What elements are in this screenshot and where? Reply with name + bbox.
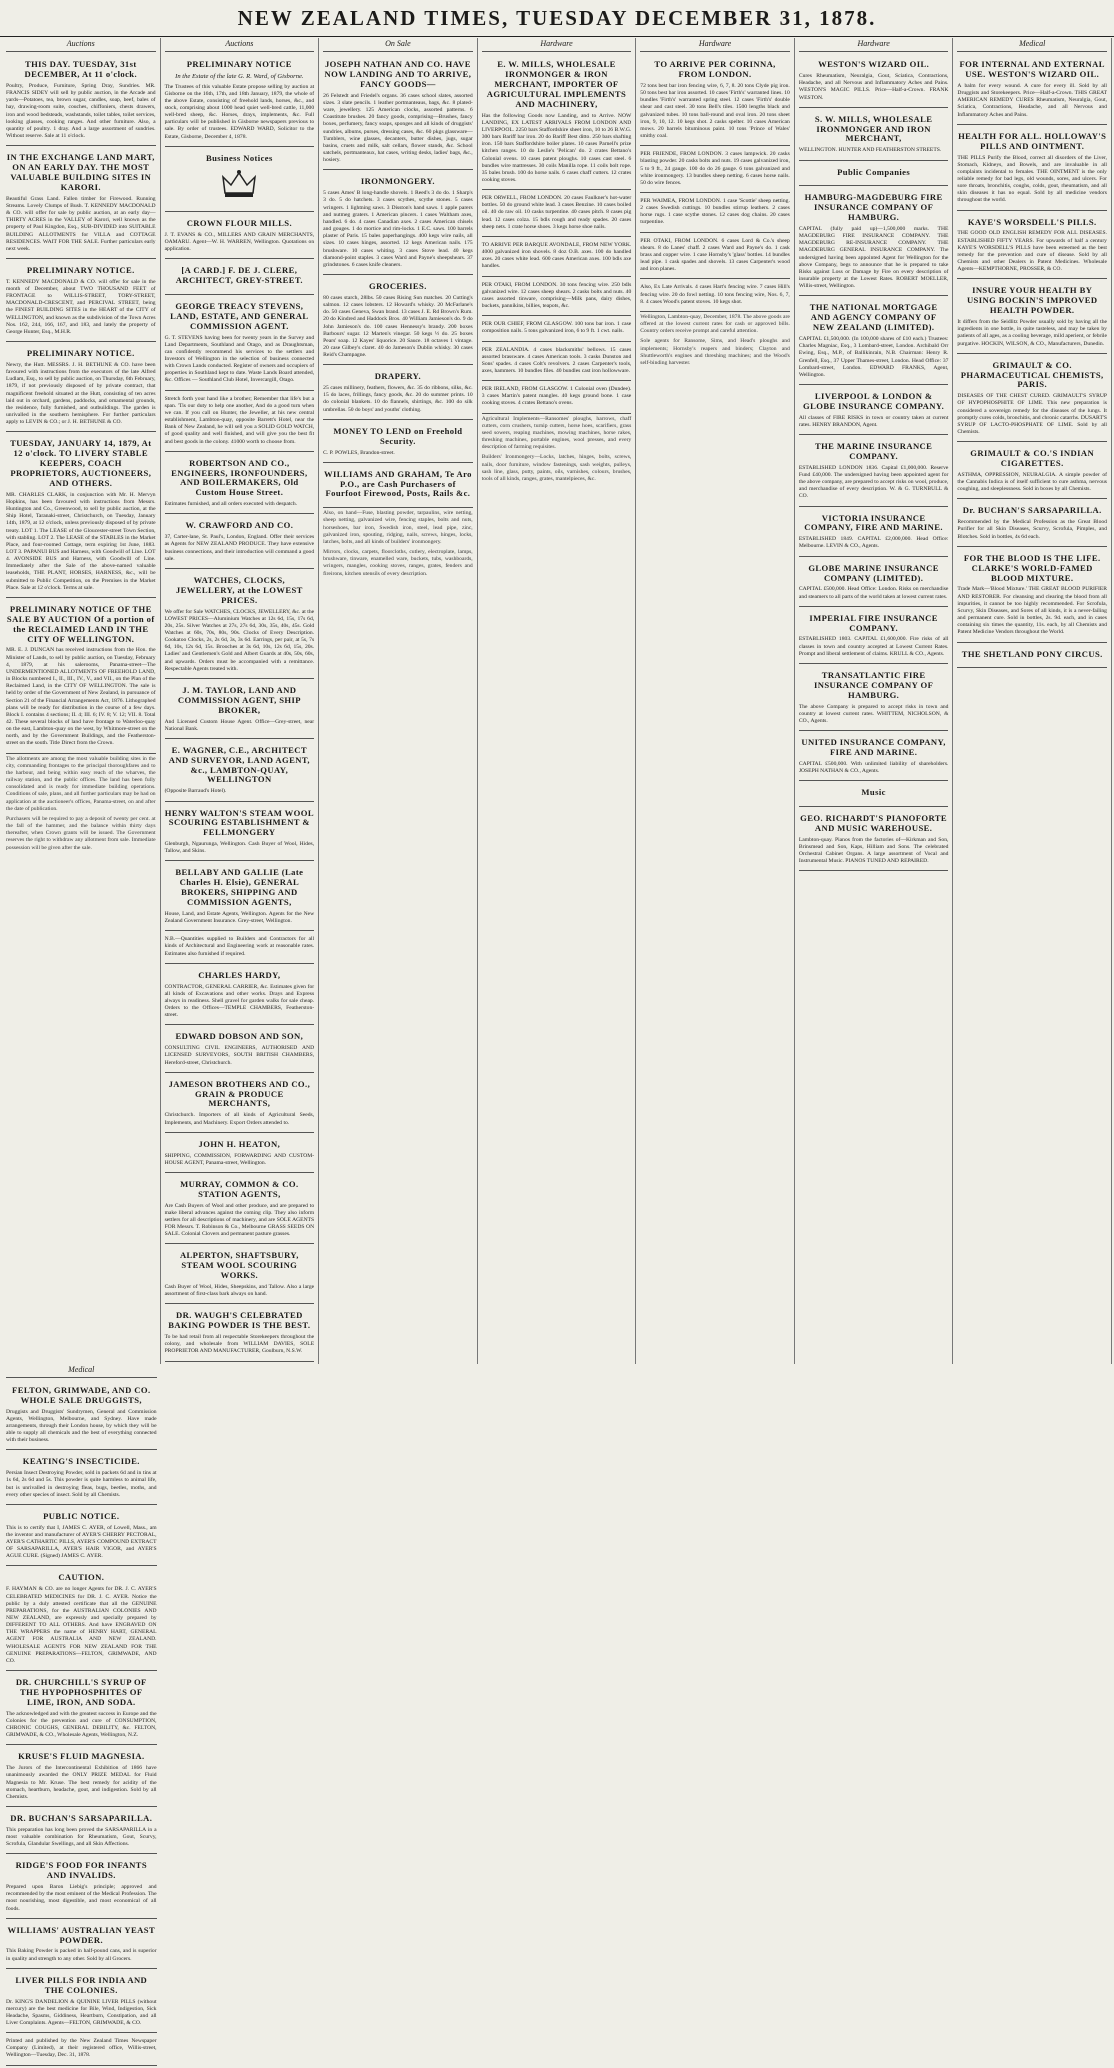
- ad-body: 72 tons best bar iron fencing wire, 6, 7, 8. 20 tons Clyde pig iron. 50 tons best bar iron assorted. 10 cases 'Firth's' warranted lines. 10 bundles 'Firth's' warranted spring steel. 12 cases 'Firth's' double shear and cast steel. 30 tons Bell's tiles. 1500 lengths black and galvanized tubes. 10 tons ball-round and oval iron. 20 tons sheet iron, 9, 10, 12. 10 kegs shot. 2 casks spelter. 10 cases American mows. 20 barrels bituminous paint. 10 tons 'Prince of Wales' smithy coal.: [640, 82, 790, 140]
- column-6: [795, 38, 954, 1364]
- ad-title: PUBLIC NOTICE.: [43, 1510, 120, 1521]
- ad-title: LIVER PILLS FOR INDIA AND THE COLONIES.: [15, 1974, 148, 1995]
- ad-title: GRIMAULT & CO.'S INDIAN CIGARETTES.: [970, 448, 1095, 469]
- advertisement: [165, 516, 315, 569]
- ad-title: HEALTH FOR ALL. HOLLOWAY'S PILLS AND OINTMENT.: [958, 130, 1107, 151]
- ad-body: Lambton-quay. Pianos from the factories of—Kirkman and Son, Brinsmead and Son, Kaps, Hilliam and Sons. The celebrated Orchestral Cabinet Organs. A large assortment of Vocal and Instrumental Music. PIANOS TUNED AND REPAIRED.: [798, 836, 949, 865]
- advertisement: [165, 1175, 315, 1245]
- ad-body: MR. E. J. DUNCAN has received instructions from the Hon. the Minister of Lands, to sell by public auction, on Tuesday, February 4, 1879, at his salerooms, Panama-street—The UNDERMENTIONED ALLOTMENTS OF FREEHOLD LAND, in Blocks numbered I., II., III., IV., V., and VII., on the Plan of the Reclaimed Land, in the CITY OF WELLINGTON. The sale is held by order of the Government of New Zealand, in pursuance of Section 21 of the Financial Arrangements Act, 1876. Lithographed plans will be ready for distribution in the course of a few days. Block I. contains 4 sections; II. 4; III. 6; IV. 8; V. 12; VII. 8. Total 42. These several blocks of land have frontage to Waterloo-quay on the east, Lambton-quay on the west, by Whitmore-street on the north, and by the Government Buildings, and the Featherston-street on the south. Title Direct from the Crown.: [6, 647, 156, 747]
- column-8: [2, 1364, 161, 2068]
- advertisement: [165, 1306, 315, 1361]
- advertisement: [957, 501, 1107, 546]
- ad-title: S. W. MILLS, WHOLESALE IRONMONGER AND IRON MERCHANT,: [814, 113, 933, 144]
- column-5: [636, 38, 795, 1364]
- ad-body: Christchurch. Importers of all kinds of Agricultural Seeds, Implements, and Machinery. Export Orders attended to.: [164, 1112, 315, 1126]
- column-4: [478, 38, 637, 1364]
- ad-title: GEO. RICHARDT'S PIANOFORTE AND MUSIC WAREHOUSE.: [800, 812, 948, 833]
- column-header: Hardware: [799, 38, 949, 52]
- advertisement: [799, 55, 949, 108]
- advertisement: [799, 437, 949, 507]
- advertisement: [323, 367, 473, 420]
- ad-title: HAMBURG-MAGDEBURG FIRE INSURANCE COMPANY OF HAMBURG.: [804, 192, 943, 223]
- ad-subtitle: In the Estate of the late G. R. Ward, of Gisborne.: [175, 73, 304, 81]
- column-header: Auctions: [6, 38, 156, 52]
- column-header: Hardware: [640, 38, 790, 52]
- advertisement: [799, 298, 949, 385]
- ad-body: This Baking Powder is packed in half-pound cans, and is superior in quality and strength to any other. Sold by all Grocers.: [6, 1948, 157, 1962]
- ad-title: IRONMONGERY.: [360, 176, 435, 187]
- paragraph: Also, on hand—Fuse, blasting powder, tarpaulins, wire netting, sheep netting, galvanized wire, fencing staples, bolts and nuts, horseshoes, bar iron, Swedish iron, steel, lead pipe, zinc, galvanized iron, spouting, ridging, nails, screws, hinges, locks, latches, bolts, and all kinds of builders' ironmongery.: [323, 510, 473, 545]
- advertisement: [799, 163, 949, 187]
- ad-title: PRELIMINARY NOTICE.: [26, 348, 135, 359]
- ad-body: 26 Felstedt and Friedel's organs. 36 cases school slates, assorted sizes. 3 slate pencils. 1 leather portmanteaus, bags, &c. 8 plated-ware, jewellery. 125 American clocks, assorted patterns. 6 Coastitute brushes. 20 fancy goods, comprising—Brushes, fancy boxes, perfumery, fancy soaps, sponges and all kinds of druggists' sundries, albums, purses, dressing cases, &c. 60 pkgs glassware—Tumblers, wine glasses, decanters, butter dishes, jugs, sugar basins, cruets and milk, salt cellars, flower stands, &c. School satchels, portmanteaux, hat cases, writing desks, ladies' bags, &c., hosiery.: [323, 92, 473, 164]
- ad-body: F. HAYMAN & CO. are no longer Agents for DR. J. C. AYER'S CELEBRATED MEDICINES for DR. J. C. AYER. Notice the public by a duly attested certificate that all the GENUINE PREPARATIONS, for the AUSTRALIAN COLONIES AND NEW ZEALAND, are expressly and specially prepared by DIFFERENT TO ALL OTHERS. And have ENGRAVED ON THE WRAPPERS the name of HENRY HART, GENERAL AGENT FOR AUSTRALIA AND NEW ZEALAND. WHOLESALE AGENTS FOR NEW ZEALAND FOR THE GENUINE PREPARATIONS—FELTON, GRIMWADE, AND CO.: [6, 1586, 157, 1664]
- ad-title: JAMESON BROTHERS AND CO., GRAIN & PRODUCE MERCHANTS,: [168, 1078, 311, 1109]
- ad-body: The Jurors of the Intercontinental Exhibition of 1866 have unanimously awarded the ONLY PRIZE MEDAL for Fluid Magnesia to Mr. Kruse. The best remedy for acidity of the stomach, heartburn, headache, gout, and indigestion. Sold by all Chemists.: [6, 1765, 157, 1800]
- advertisement: [957, 281, 1107, 353]
- ad-title: FOR INTERNAL AND EXTERNAL USE. WESTON'S WIZARD OIL.: [959, 59, 1105, 80]
- ad-body: ASTHMA, OPPRESSION, NEURALGIA. A simple powder of the Cannabis Indica is of itself sufficient to cure asthma, nervous coughing, and sleeplessness. Sold in boxes by all Chemists.: [957, 471, 1107, 493]
- ad-title: FELTON, GRIMWADE, AND CO. WHOLE SALE DRUGGISTS,: [12, 1384, 151, 1405]
- crown-crest-icon: [165, 167, 315, 204]
- ad-title: PRELIMINARY NOTICE: [186, 59, 292, 70]
- ad-body: CONTRACTOR, GENERAL CARRIER, &c. Estimates given for all kinds of Excavations and other works. Drays and Express always in readiness. Shell gravel for garden walks for sale cheap. Orders to the Offices—TEMPLE CHAMBERS, Featherston-street.: [164, 983, 315, 1019]
- ad-title: DR. WAUGH'S CELEBRATED BAKING POWDER IS THE BEST.: [168, 1310, 311, 1331]
- ad-body: T. KENNEDY MACDONALD & CO. will offer for sale in the month of December, about TWO THOUSAND FEET of FRONTAGE to WILLIS-STREET, TORY-STREET, MACDONALD-CRESCENT, and PERCIVAL STREET, being the FINEST BUILDING SITES in the HEART of the CITY of WELLINGTON, and known as the subdivision of the Town Acres Nos. 162, 244, 166, 167, and 183, and lately the property of George Hunter, Esq., M.H.R.: [6, 278, 156, 335]
- advertisement: [165, 804, 315, 862]
- ad-body: 5 cases Ames' B long-handle shovels. 1 Reed's 3 do do. 1 Sharp's 3 do. 5 do hatchets. 3 cases scythes, scythe stones. 5 cases wringers. 1 lightning saws. 3 Disston's hand saws. 1 apple parers and nutmeg graters. 1 American pincers. 1 cases Waltham axes, handled. 6 do. 4 cases Canadian axes. 2 cases American chisels and gouges. 1 do mortice and rim-locks. 1 E.C. saws. 100 barrels plaster of Paris. 15 bales paperhangings. 400 kegs wire nails, all sizes. 10 cases hinges, assorted. 12 kegs American nails. 175 brushware. 10 cases whiting. 3 cases Stove lead. 40 kegs diamond-point staples. 3 cases Ward and Payne's sheepshears. 37 grindstones. 6 cases knife cleaners.: [323, 190, 473, 268]
- ad-body: 37, Carter-lane, St. Paul's, London, England. Offer their services as Agents for NEW ZEALAND PRODUCE. They have extensive business connections, and their introduction will command a good sale.: [164, 534, 315, 562]
- advertisement: [957, 444, 1107, 499]
- ad-title: BELLABY AND GALLIE (Late Charles H. Elsie), GENERAL BROKERS, SHIPPING AND COMMISSION AGENTS,: [175, 867, 304, 908]
- advertisement: [6, 1809, 157, 1854]
- advertisement: [799, 609, 949, 664]
- advertisement: [482, 344, 632, 382]
- advertisement: [957, 645, 1107, 669]
- ad-title: HENRY WALTON'S STEAM WOOL SCOURING ESTABLISHMENT & FELLMONGERY: [164, 807, 314, 838]
- advertisement: [165, 863, 315, 931]
- ad-title: KAYE'S WORSDELL'S PILLS.: [967, 216, 1097, 227]
- ad-body: The Trustees of this valuable Estate propose selling by auction at Gisborne on the 16th, 17th, and 18th January, 1879, the whole of the above Estate, consisting of freehold lands, horses, &c., and stock, comprising about 1000 head quiet well-bred cattle, 11,000 well-bred sheep, &c. Horses, drays, implements, &c. Full particulars will be published in Gisborne newspapers previous to sale. By order of trustees. EDWARD WARD, Solicitor to the Estate, Gisborne, December 4, 1878.: [164, 83, 315, 140]
- ad-body: Beautiful Grass Land. Fallen timber for Firewood. Running Streams. Lovely Clumps of Bush. T. KENNEDY MACDONALD & CO. will offer for sale by public auction, at an early day—THIRTY ACRES in the VALLEY of Karori, well known as the property of Paul Kingdon, Esq., SUB-DIVIDED into SUITABLE BUILDING ALLOTMENTS for VILLA and COTTAGE RESIDENCES. WAIT FOR THE SALE. Further particulars early next week.: [6, 195, 156, 252]
- column-2: [161, 38, 320, 1364]
- advertisement: [6, 1971, 157, 2033]
- ad-body: Also, Ex Late Arrivals. 4 cases Hart's fencing wire. 7 cases Hill's fencing wire. 20 do fowl netting. 10 tons fencing wire, Nos. 6, 7, 8. 4 cases Wood's patent stoves. 10 kegs shot.: [640, 284, 790, 305]
- ad-title: GRIMAULT & CO. PHARMACEUTICAL CHEMISTS, PARIS.: [960, 359, 1104, 390]
- advertisement: [799, 509, 949, 557]
- ad-title: DR. BUCHAN'S SARSAPARILLA.: [10, 1812, 153, 1823]
- advertisement: [799, 387, 949, 435]
- advertisement: [165, 966, 315, 1026]
- advertisement: [165, 741, 315, 802]
- ad-title: [A CARD.] F. DE J. CLERE, ARCHITECT, GREY-STREET.: [175, 265, 303, 286]
- ad-title: CROWN FLOUR MILLS.: [186, 217, 293, 228]
- advertisement: [799, 188, 949, 296]
- masthead: [0, 0, 1114, 37]
- ad-body: WELLINGTON. HUNTER AND FEATHERSTON STREETS.: [798, 147, 942, 154]
- ad-title: PRELIMINARY NOTICE.: [26, 264, 135, 275]
- ad-body: ESTABLISHED 1803. CAPITAL £1,600,000. Fire risks of all classes in town and country accepted at Lowest Current Rates. Prompt and liberal settlement of claims. KRULL & CO., Agents.: [798, 636, 949, 657]
- ad-body: PER FRIENDE, FROM LONDON. 3 cases lampwick. 20 casks blasting powder. 20 casks bolts and nuts. 19 cases galvanized iron, 5 to 9 ft., 24 gauge. 100 do do 26 gauge. 6 tons galvanized and white ironmongery. 13 bundles sheep netting. 6 cases horse nails. 50 do wire fences.: [640, 151, 790, 186]
- ad-title: TUESDAY, JANUARY 14, 1879, At 12 o'clock. TO LIVERY STABLE KEEPERS, COACH PROPRIETORS, AUCTIONEERS, AND OTHERS.: [10, 438, 152, 488]
- ad-title: IN THE EXCHANGE LAND MART, ON AN EARLY DAY. THE MOST VALUABLE BUILDING SITES IN KARORI.: [6, 152, 155, 192]
- ad-body: THE GOOD OLD ENGLISH REMEDY FOR ALL DISEASES. ESTABLISHED FIFTY YEARS. For upwards of half a century KAYE'S WORSDELL'S PILLS have been esteemed as the best remedy for the prevention and cure of disease. Sold by all Chemists and other Dealers in Patent Medicines. Wholesale Agents—KEMPTHORNE, PROSSER, & CO.: [957, 230, 1107, 273]
- ad-body: CAPITAL £500,000. Head Office: London. Risks on merchandise and steamers to all parts of the world taken at lowest current rates.: [798, 586, 949, 600]
- advertisement: [6, 1856, 157, 1918]
- paragraph: Mirrors, clocks, carpets, floorcloths, cutlery, electroplate, lamps, brushware, tinware, enamelled ware, buckets, tubs, washboards, wringers, mangles, cooking stoves, ranges, grates, fenders and fireirons, kitchen utensils of every description.: [323, 549, 473, 577]
- advertisement: [165, 454, 315, 515]
- advertisement: [6, 1673, 157, 1745]
- ad-title: Dr. BUCHAN'S SARSAPARILLA.: [962, 505, 1102, 516]
- ad-body: N.B.—Quantities supplied to Builders and Contractors for all kinds of Architectural and Engineering work at reasonable rates. Estimates also furnished if required.: [164, 936, 315, 957]
- paragraph: The allotments are among the most valuable building sites in the city, commanding frontages to the principal thoroughfares and to the harbour, and being within easy reach of the wharves, the railway station, and the public offices. The land has been fully consolidated and is ready for immediate building operations. Conditions of sale, plans, and all further particulars may be had on application at the auctioneer's offices, Panama-street, on and after the date of publication.: [6, 755, 156, 812]
- column-text: [6, 756, 156, 852]
- column-header: Auctions: [165, 38, 315, 52]
- advertisement: [640, 195, 790, 233]
- ad-title: DR. CHURCHILL'S SYRUP OF THE HYPOPHOSPHITES OF LIME, IRON, AND SODA.: [15, 1677, 147, 1707]
- advertisement: [165, 1027, 315, 1072]
- ad-body: PER ZEALANDIA. 4 cases blacksmiths' bellows. 15 cases assorted brassware. 4 cases American tools. 3 casks Dunston and Sons' spades. 4 cases Colt's revolvers. 2 cases Carpenter's tools, axes, hammers. 10 bundles files. 40 bundles cast iron hollowware.: [481, 346, 632, 374]
- advertisement: [799, 110, 949, 161]
- ad-body: PER OTAKI, FROM LONDON. 30 tons fencing wire. 250 bdls galvanized wire. 12 cases sheep shears. 2 casks bolts and nuts. 40 cases assorted tinware, comprising—Milk pans, dairy dishes, buckets, pannikins, billies, teapots, &c.: [481, 281, 632, 310]
- ad-body: J. T. EVANS & CO., MILLERS AND GRAIN MERCHANTS, OAMARU. Agent—W. H. WARREN, Wellington. Quotations on application.: [164, 231, 315, 253]
- ad-title: TRANSATLANTIC FIRE INSURANCE COMPANY OF HAMBURG.: [814, 669, 934, 700]
- ad-body: Prepared upon Baron Liebig's principle; approved and recommended by the most eminent of the Medical Profession. The most nourishing, most digestible, and most economical of all foods.: [6, 1884, 157, 1912]
- ad-title: JOHN H. HEATON,: [198, 1138, 281, 1149]
- advertisement: [6, 55, 156, 146]
- ad-title: THE SHETLAND PONY CIRCUS.: [961, 648, 1103, 659]
- ad-body: Printed and published by the New Zealand Times Newspaper Company (Limited), at their registered office, Willis-street, Wellington—Tuesday, Dec. 31, 1878.: [6, 2038, 157, 2059]
- ad-body: The above Company is prepared to accept risks in town and country at lowest current rates. WHITTEM, NICHOLSON, & CO., Agents.: [798, 703, 949, 724]
- ad-body: CAPITAL £500,000. With unlimited liability of shareholders. JOSEPH NATHAN & CO., Agents.: [798, 760, 949, 774]
- advertisement: [957, 127, 1107, 211]
- ad-title: ALPERTON, SHAFTSBURY, STEAM WOOL SCOURING WORKS.: [179, 1250, 299, 1281]
- ad-title: EDWARD DOBSON AND SON,: [175, 1031, 304, 1042]
- page-title: NEW ZEALAND TIMES, TUESDAY DECEMBER 31, 1878.: [237, 5, 877, 30]
- ad-body: THE PILLS Purify the Blood, correct all disorders of the Liver, Stomach, Kidneys, and Bowels, and are invaluable in all complaints incidental to females. THE OINTMENT is the only reliable remedy for bad legs, old wounds, sores, and ulcers. For sore throats, bronchitis, coughs, colds, gout, rheumatism, and all skin diseases it has no equal. Sold by all medicine vendors throughout the world.: [957, 154, 1107, 204]
- advertisement: [799, 733, 949, 781]
- column-header: Medical: [957, 38, 1107, 52]
- ad-title: TO ARRIVE PER CORINNA, FROM LONDON.: [654, 59, 776, 80]
- paragraph: Sole agents for Ransome, Sims, and Head's ploughs and implements; Hornsby's reapers and binders; Clayton and Shuttleworth's engines and threshing machines; and the Wood's self-binding harvester.: [640, 338, 790, 366]
- ad-title: MURRAY, COMMON & CO. STATION AGENTS,: [180, 1178, 299, 1199]
- ad-body: Dr. KING'S DANDELION & QUININE LIVER PILLS (without mercury) are the best medicine for Bile, Wind, Indigestion, Sick Headache, Spasms, Giddiness, Heartburn, Constipation, and all Liver Complaints. Agents—FELTON, GRIMWADE, & CO.: [6, 1998, 157, 2026]
- ad-body: PER IRELAND, FROM GLASGOW. 1 Colonial oven (Dundee). 3 cases Martin's patent mangles. 40 kegs ground bone. 1 case cooking stoves. 4 crates Bettano's ovens.: [481, 386, 632, 407]
- advertisement: [6, 1568, 157, 1671]
- advertisement: [6, 148, 156, 259]
- advertisement: [957, 55, 1107, 125]
- advertisement: [799, 666, 949, 731]
- advertisement: [957, 549, 1107, 643]
- ad-body: CAPITAL (fully paid up)—1,500,000 marks. THE MAGDEBURG FIRE INSURANCE COMPANY. THE MAGDEBURG RE-INSURANCE COMPANY. THE MAGDEBURG GENERAL INSURANCE COMPANY. The undersigned having been appointed Agent for Wellington for the above Company, begs to announce that he is prepared to take Risks against Loss or Damage by Fire on every description of insurable property at the Lowest Rates. ROBERT MOELLER, Willis-street, Wellington.: [798, 226, 949, 290]
- advertisement: [165, 933, 315, 963]
- ad-body: CONSULTING CIVIL ENGINEERS, AUTHORISED AND LICENSED SURVEYORS, SOUTH BRITISH CHAMBERS, Hereford-street, Christchurch.: [164, 1045, 315, 1066]
- advertisement: [6, 344, 156, 432]
- ad-body: CAPITAL £1,500,000. (In 100,000 shares of £10 each.) Trustees: Charles Magniac, Esq., 3 Lombard-street, London. Archibald Orr Ewing, Esq., M.P., of Ballikinrain, N.B. Chairman: Henry R. Grenfell, Esq., 37 Upper Thames-street, London. Head Office: 37 Lombard-street, London. EDWARD FRANKS, Agent, Wellington.: [798, 336, 949, 378]
- advertisement: [640, 235, 790, 280]
- advertisement: [957, 213, 1107, 280]
- ad-title: Music: [861, 787, 886, 798]
- ad-body: ESTABLISHED 1849. CAPITAL £2,000,000. Head Office: Melbourne. LEVIN & CO., Agents.: [798, 536, 949, 550]
- ad-body: 80 cases starch, 28lbs. 50 cases Rising Sun matches. 20 Cutting's salmon. 12 cases lobsters. 12 Howard's whisky. 20 McFarlane's do. 50 cases Geneva, Swan brand. 13 cases J. E. Rd Brown's Rum. 20 do Kindred and Haddock Bros. 40 William Jamieson's do. 9 do John Jamieson's do. 100 cases Hennessy's brandy. 200 boxes Barbours' sugar. 12 Marten's vinegar. 50 kegs ½ do. 25 boxes Pears' soap. 12 Kayes' liquorice. 20 Sauce. 18 octaves 1 vintage. 20 case Gilbey's claret. 40 do Jameson's Dublin whisky. 30 cases Reid's Champagne.: [323, 294, 473, 359]
- ad-title: Business Notices: [205, 152, 273, 163]
- ad-title: RIDGE'S FOOD FOR INFANTS AND INVALIDS.: [15, 1860, 147, 1881]
- advertisement: [165, 297, 315, 391]
- advertisement: [6, 1507, 157, 1567]
- ad-body: Estimates furnished, and all orders executed with despatch.: [164, 501, 298, 508]
- ad-body: Has the following Goods now Landing, and to Arrive. NOW LANDING, EX LATEST ARRIVALS FROM LONDON AND LIVERPOOL. 2250 bars Staffordshire sheet iron, 10 to 26 B.W.G. 300 bars Bariff bar iron. 20 do Bariff Best ditto. 250 bars shafting iron. 150 bars Staffordshire boiler plates. 10 cases Parnell's prize kitchen ranges. 10 do Leslie's 'Pelican' do. 2 crates Bettano's Colonial ovens. 10 cases patent ploughs. 10 cases cast steel. 6 bundles wire mattresses. 30 coils Manilla rope. 11 coils bolt rope. 35 bales brush. 100 do horse nails. 6 cases chaff cutters. 12 crates cooking stoves.: [481, 112, 632, 184]
- ad-body: MR. CHARLES CLARK, in conjunction with Mr. H. Mervyn Hopkins, has been favoured with instructions from Messrs. Huntington and Co., Greenwood, to sell by public auction, at the Ship Hotel, Taranaki-street, Christchurch, on Tuesday, January 14th, 1879, at 12 o'clock, unless previously disposed of by private treaty. LOT 1. The LEASE of the Gloucester-street Town Section, with stabling. LOT 2. The LEASE of the STABLES in the Market Place, and four-roomed Cottage, term expiring 1st June, 1883. LOT 3. PAPANUI BUS and Harness, with Goodwill of Line. LOT 4. AVONSIDE BUS and Harness, with Goodwill of Line. Immediately after the Sale of the above-named valuable leaseholds, THE PLANT, HORSES, HARNESS, &c., will be submitted to Public Competition, on the Premises in the Market Place. Sale at 12 o'clock. Terms at sale.: [6, 491, 156, 591]
- ad-title: DRAPERY.: [374, 371, 422, 382]
- ad-title: CHARLES HARDY,: [198, 969, 281, 980]
- paragraph: Agricultural Implements—Ransomes' ploughs, harrows, chaff cutters, corn crushers, turnip cutters, horse hoes, scarifiers, grass seed sowers, reaping machines, mowing machines, horse rakes, threshing machines, portable engines, wool presses, and every description of farming requisites.: [481, 415, 632, 451]
- paragraph: Purchasers will be required to pay a deposit of twenty per cent. at the fall of the hammer, and the balance within thirty days thereafter, when Crown grants will be issued. The Government reserves the right to withdraw any allotment from sale. Immediate possession will be given after the sale.: [6, 815, 156, 851]
- ad-title: J. M. TAYLOR, LAND AND COMMISSION AGENT, SHIP BROKER,: [177, 684, 301, 715]
- column-3: [319, 38, 478, 1364]
- advertisement: [6, 1381, 157, 1451]
- advertisement: [323, 422, 473, 463]
- ad-title: UNITED INSURANCE COMPANY, FIRE AND MARINE.: [801, 737, 946, 757]
- ad-body: Trade Mark—'Blood Mixture.' THE GREAT BLOOD PURIFIER AND RESTORER. For cleansing and clearing the blood from all impurities, it cannot be too highly recommended. For Scrofula, Scurvy, Skin Diseases, and Sores of all kinds, it is a never-failing and permanent cure. Sold in bottles, 2s. 9d. each, and in cases containing six times the quantity, 11s. each, by all Chemists and Patent Medicine Vendors throughout the World.: [957, 586, 1107, 636]
- advertisement: [323, 172, 473, 275]
- ad-title: Public Companies: [837, 166, 911, 177]
- ad-title: CAUTION.: [58, 1572, 105, 1583]
- advertisement: [640, 55, 790, 146]
- ad-title: LIVERPOOL & LONDON & GLOBE INSURANCE COMPANY.: [803, 390, 945, 411]
- ad-title: ROBERTSON AND CO., ENGINEERS, IRONFOUNDERS, AND BOILERMAKERS, Old Custom House Street.: [171, 457, 308, 498]
- ad-body: Stretch forth your hand like a brother; Remember that life's but a span. 'Tis our duty to help one another, And do a good turn when we can. If you call on Hunter, the Jeweller, at his new central establishment, Lambton-quay, opposite Barrett's Hotel, near the Bank of New Zealand, he will sell you a SOLID GOLD WATCH, of good quality and well finished, and will give you the best fit and best goods in the colony. 41000 worth to choose from.: [164, 395, 315, 445]
- column-text: [640, 314, 790, 367]
- advertisement: [6, 600, 156, 754]
- ad-title: WILLIAMS' AUSTRALIAN YEAST POWDER.: [7, 1924, 156, 1945]
- ad-title: JOSEPH NATHAN AND CO. HAVE NOW LANDING AND TO ARRIVE, FANCY GOODS—: [324, 59, 472, 89]
- ad-title: THIS DAY. TUESDAY, 31st DECEMBER, At 11 o'clock.: [24, 59, 138, 80]
- advertisement: [6, 1921, 157, 1969]
- column-header: Medical: [6, 1364, 157, 1378]
- ad-body: SHIPPING, COMMISSION, FORWARDING AND CUSTOM-HOUSE AGENT, Panama-street, Wellington.: [164, 1152, 315, 1166]
- ad-body: Cures Rheumatism, Neuralgia, Gout, Sciatica, Contractions, Headache, and all Nervous and Inflammatory Aches and Pains. WESTON'S MAGIC PILLS. Price—Half-a-Crown. FRANK WESTON.: [798, 73, 949, 101]
- advertisement: [482, 239, 632, 277]
- ad-body: G. T. STEVENS having been for twenty years in the Survey and Land Departments, Southland and Otago, and as Draughtsman, can confidently recommend his services to the settlers and Investors of Wellington in the selection of business connected with Crown Lands conducted. Register of owners and occupiers of properties in Southland kept to date. Waste Lands Board attended, &c. Offices — Southland Club Hotel, Invercargill, Otago.: [164, 334, 315, 384]
- ad-title: WILLIAMS AND GRAHAM, Te Aro P.O., are Cash Purchasers of Fourfoot Firewood, Posts, Rails &c.: [323, 468, 472, 499]
- column-1: [2, 38, 161, 1364]
- advertisement: [323, 55, 473, 170]
- advertisement: [799, 783, 949, 807]
- ad-body: House, Land, and Estate Agents, Wellington. Agents for the New Zealand Government Insurance. Grey-street, Wellington.: [164, 910, 315, 925]
- column-header: On Sale: [323, 38, 473, 52]
- advertisement: [323, 465, 473, 509]
- ad-body: PER WAIMEA, FROM LONDON. 1 case 'Scottie' sheep netting. 2 cases Swedish cuttings. 10 bundles stirrup leathers. 2 cases horse rugs. 1 case scythe stones. 12 cases dog chains. 20 cases turpentine.: [640, 198, 790, 226]
- ad-body: Recommended by the Medical Profession as the Great Blood Purifier for all Skin Diseases, Scurvy, Scrofula, Pimples, and Blotches. Sold in bottles, 4s 6d each.: [957, 519, 1107, 540]
- advertisement: [482, 279, 632, 317]
- advertisement: [165, 1135, 315, 1173]
- advertisement: [6, 1747, 157, 1807]
- ad-body: PER ORWELL, FROM LONDON. 20 cases Faulkner's hot-water bottles. 50 do ground white lead. 3 cases Benzine. 10 cases boiled oil. 40 do raw oil. 10 casks turpentine. 40 cases pitch. 8 cases pig lead. 12 cases colza. 15 bdls rough and ready spades. 20 cases sheep nets. 1 crate horse shoes. 3 kegs horse shoe nails.: [481, 195, 632, 230]
- advertisement: [165, 681, 315, 739]
- ad-title: WESTON'S WIZARD OIL.: [818, 59, 930, 70]
- advertisement: [799, 809, 949, 871]
- ad-body: ESTABLISHED LONDON 1836. Capital £1,000,000. Reserve Fund £40,000. The undersigned having been appointed agent for the above company, are prepared to accept risks on wool, produce, and merchandise of every description. W. & G. TURNBULL & CO.: [798, 464, 949, 500]
- ad-body: Are Cash Buyers of Wool and other produce, and are prepared to make liberal advances against the coming clip. They also inform settlers for all descriptions of machinery, and are SOLE AGENTS FOR Messrs. T. Robinson & Co., Melbourne GRASS SEEDS ON SALE. Colonial Clovers and permanent pasture grasses.: [164, 1202, 315, 1238]
- ad-title: WATCHES, CLOCKS, JEWELLERY, at the LOWEST PRICES.: [175, 574, 303, 605]
- advertisement: [165, 261, 315, 295]
- advertisement: [165, 571, 315, 679]
- ad-body: All classes of FIRE RISKS in town or country taken at current rates. HENRY BRANDON, Agent.: [798, 414, 949, 428]
- ad-body: This is to certify that I, JAMES C. AYER, of Lowell, Mass., am the inventor and manufacturer of AYER'S CHERRY PECTORAL, AYER'S CATHARTIC PILLS, AYER'S COMPOUND EXTRACT OF SARSAPARILLA, AYER'S HAIR VIGOR, and AYER'S AGUE CURE. (Signed) JAMES C. AYER.: [6, 1524, 157, 1560]
- advertisement: [165, 1075, 315, 1133]
- advertisement: [6, 261, 156, 342]
- advertisement: [640, 281, 790, 311]
- advertisement: [482, 192, 632, 237]
- advertisement: [6, 1452, 157, 1505]
- ad-body: And Licensed Custom House Agent. Office—Grey-street, near National Bank.: [164, 718, 315, 732]
- advertisement: [165, 1246, 315, 1304]
- column-text: [482, 416, 632, 483]
- ad-body: Persian Insect Destroying Powder, sold in packets 6d and in tins at 1s 6d, 2s 6d and 5s. This powder is quite harmless to animal life, but is unrivalled in destroying fleas, bugs, beetles, moths, and every other species of insect. Sold by all Chemists.: [6, 1470, 157, 1498]
- ad-title: W. CRAWFORD AND CO.: [185, 520, 294, 531]
- ad-body: PER OUR CHIEF, FROM GLASGOW. 100 tons bar iron. 1 case composition nails. 5 tons galvanized iron, 6 to 9 ft. 1 cwt. nails.: [481, 321, 632, 335]
- ad-title: E. W. MILLS, WHOLESALE IRONMONGER & IRON MERCHANT, IMPORTER OF AGRICULTURAL IMPLEMENTS AND MACHINERY,: [486, 59, 627, 109]
- ad-body: This preparation has long been proved the SARSAPARILLA in a most valuable combination for Rheumatism, Gout, Scurvy, Scrofula, Glandular Swellings, and all Skin Affections.: [6, 1826, 157, 1848]
- ad-title: FOR THE BLOOD IS THE LIFE. CLARKE'S WORLD-FAMED BLOOD MIXTURE.: [963, 552, 1101, 583]
- paragraph: Builders' Ironmongery—Locks, latches, hinges, bolts, screws, nails, door furniture, window fastenings, sash weights, pulleys, sash line, glass, putty, paints, oils, varnishes, colours, brushes, tools of all kinds, ranges, grates, mantelpieces, &c.: [481, 454, 632, 482]
- ad-body: Cash Buyer of Wool, Hides, Sheepskins, and Tallow. Also a large assortment of first-class bark always on hand.: [164, 1284, 315, 1298]
- ad-body: PER OTAKI, FROM LONDON. 6 cases Lord & Co.'s sheep shears. 8 do Lanes' chaff. 2 cases Ward and Payne's do. 1 cask brass and copper wire. 1 case Hornsby's 'glass' bottles. 14 bundles lead pipe. 1 cask spades and shovels. 13 cases Carpenter's wood and iron planes.: [640, 237, 790, 273]
- ad-title: THE NATIONAL MORTGAGE AND AGENCY COMPANY OF NEW ZEALAND (LIMITED).: [809, 302, 938, 333]
- ad-body: C. P. POWLES, Brandon-street.: [323, 449, 395, 456]
- ad-title: E. WAGNER, C.E., ARCHITECT AND SURVEYOR, LAND AGENT, &c., LAMBTON-QUAY, WELLINGTON: [168, 744, 310, 785]
- advertisement: [165, 55, 315, 147]
- ad-title: KRUSE'S FLUID MAGNESIA.: [18, 1751, 145, 1762]
- ad-body: It differs from the Seidlitz Powder usually sold by having all the ingredients in one bottle, in quite tasteless, and may be taken by patients of all ages, as a cooling beverage, mild aperient, or febrile purgative. HOCKIN, WILSON, & CO., Manufacturers, Dunedin.: [957, 319, 1107, 347]
- ad-title: INSURE YOUR HEALTH BY USING BOCKIN'S IMPROVED HEALTH POWDER.: [966, 285, 1098, 316]
- advertisement: [482, 55, 632, 190]
- ad-body: A balm for every wound. A cure for every ill. Sold by all Druggists and Storekeepers. Price—Half-a-Crown. THIS GREAT AMERICAN REMEDY CURES Rheumatism, Neuralgia, Gout, Sciatica, Contractions, Headache, and all Nervous and Inflammatory Aches and Pains.: [957, 82, 1107, 118]
- ad-body: Glenburgh, Ngaurunga, Wellington. Cash Buyer of Wool, Hides, Tallow, and Skins.: [164, 841, 315, 855]
- advertisement: [6, 434, 156, 598]
- advertisement: [640, 148, 790, 193]
- ad-title: VICTORIA INSURANCE COMPANY, FIRE AND MARINE.: [804, 512, 943, 533]
- advertisement: [323, 277, 473, 365]
- ad-body: We offer for Sale WATCHES, CLOCKS, JEWELLERY, &c. at the LOWEST PRICES—Aluminium Watches at 12s 6d, 15s, 17s 6d, 20s, 25s. Silver Watches at 27s, 27s 6d, 30s, 35s, 40s, 45s. Gold Watches at 60s, 70s, 80s, 90s. Clocks of Every Description. Cookatoo Clocks, 2s, 2s 6d, 3s, 3s 6d. Earrings, per pair, at 5s, 7s 6d, 10s, 12s 6d, 15s. Brooches at 3s 6d, 10s, 12s 6d, 15s, 20s. Ladies' and Gentlemen's Gold and Albert Guards at 40s, 50s, 60s, and upwards. Orders must be accompanied with a remittance. Respectable Agents treated with.: [164, 608, 315, 672]
- ad-body: TO ARRIVE PER BARQUE AVONDALE, FROM NEW YORK. 4000 galvanized iron shovels. 8 doz O.B. axes. 100 do handled axes. 20 cases white lead. 600 cases American axes. 100 bdls axe handles.: [481, 241, 632, 270]
- ad-title: PRELIMINARY NOTICE OF THE SALE BY AUCTION Of a portion of the RECLAIMED LAND IN THE CITY OF WELLINGTON.: [6, 603, 155, 644]
- ad-body: The acknowledged and with the greatest success in Europe and the Colonies for the prevention and cure of CONSUMPTION, CHRONIC COUGHS, GENERAL DEBILITY, &c. FELTON, GRIMWADE, & CO., Wholesale Agents, Wellington, N.Z.: [6, 1710, 157, 1739]
- advertisement: [957, 356, 1107, 443]
- columns-grid: [2, 38, 1112, 2059]
- ad-body: DISEASES OF THE CHEST CURED. GRIMAULT'S SYRUP OF HYPOPHOSPHITE OF LIME. This new preparation is considered a sovereign remedy for the diseases of the lungs. It promptly cures colds, bronchitis, and chronic catarrhs. DUSART'S SYRUP OF LACTO-PHOSPHATE OF LIME. Sold by all Chemists.: [957, 393, 1107, 436]
- ad-title: THE MARINE INSURANCE COMPANY.: [814, 441, 933, 461]
- ad-body: 25 cases millinery, feathers, flowers, &c. 35 do ribbons, silks, &c. 15 do laces, frillings, fancy goods, &c. 20 do summer prints. 10 do colonial blankets. 10 do flannels, shirtings, &c. 100 do silk umbrellas. 50 do boys' and youths' clothing.: [323, 385, 473, 413]
- ad-body: Druggists and Druggists' Sundrymen, General and Commission Agents, Wellington, Melbourne, and Sydney. Have made arrangements, through their London house, by which they will be able to supply all chemicals and the best of everything connected with their business.: [6, 1408, 157, 1444]
- ad-title: IMPERIAL FIRE INSURANCE COMPANY.: [809, 612, 938, 633]
- ad-body: To be had retail from all respectable Storekeepers throughout the colony, and wholesale from WILLIAM DAVIES, SOLE PROPRIETOR AND MANUFACTURER, Goulburn, N.S.W.: [164, 1334, 315, 1355]
- ad-title: KEATING'S INSECTICIDE.: [22, 1456, 140, 1467]
- advertisement: [482, 383, 632, 413]
- ad-title: GROCERIES.: [369, 281, 427, 292]
- ad-body: (Opposite Barraud's Hotel).: [164, 788, 227, 795]
- column-header: Hardware: [482, 38, 632, 52]
- ad-title: GEORGE TREACY STEVENS, LAND, ESTATE, AND GENERAL COMMISSION AGENT.: [170, 300, 309, 331]
- paragraph: Wellington, Lambton-quay, December, 1878. The above goods are offered at the lowest current rates for cash or approved bills. Country orders receive prompt and careful attention.: [640, 313, 790, 335]
- advertisement: [165, 214, 315, 259]
- advertisement: [165, 393, 315, 452]
- ad-title: GLOBE MARINE INSURANCE COMPANY (LIMITED).: [808, 562, 939, 583]
- column-7: [953, 38, 1112, 1364]
- ad-body: Newry, the Hutt. MESSRS. J. H. BETHUNE & CO. have been favoured with instructions from the executors of the late Alfred Ludlam, Esq., to sell by public auction, on Thursday, 6th February, 1879, if not previously disposed of by private contract, that magnificent freehold situated at the Hutt, consisting of ten acres laid out in orchard, gardens, paddocks, and ornamental grounds, the residence, fully furnished, and outbuildings. The garden is unrivalled in the southern hemisphere. For further particulars apply to LEVIN & CO.; or J. H. BETHUNE & CO.: [6, 361, 156, 426]
- advertisement: [482, 318, 632, 341]
- column-text: [323, 510, 473, 577]
- ad-title: MONEY TO LEND on Freehold Security.: [333, 425, 463, 446]
- advertisement: [6, 2035, 157, 2065]
- advertisement: [799, 559, 949, 607]
- ad-body: Poultry, Produce, Furniture, Spring Dray, Sundries. MR. FRANCIS SIDEY will sell by public auction, in the Arcade and yards—Potatoes, tea, brown sugar, candles, soap, beef, bales of hay, drawing-room suite, couches, chiffoniers, chests drawers, iron and wood bedsteads, washstands, toilet tables, toilet services, looking glasses, cooking ranges. And other furniture. Also, a quantity of poultry. 1 dray. And a large assortment of sundries. Without reserve. Sale at 11 o'clock.: [6, 82, 156, 140]
- advertisement: [165, 149, 315, 212]
